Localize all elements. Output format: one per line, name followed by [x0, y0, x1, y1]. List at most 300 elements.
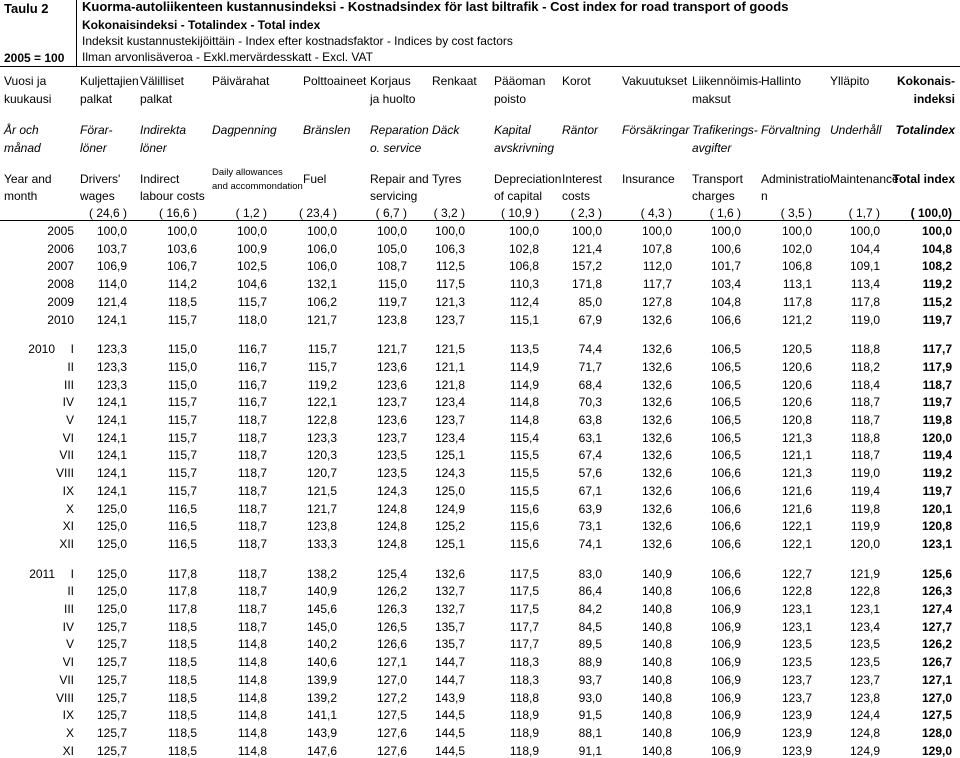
cell-12: 119,2 [922, 277, 952, 292]
cell-6: 114,8 [509, 413, 539, 427]
cell-12: 125,6 [921, 566, 952, 581]
cell-4: 127,5 [376, 708, 407, 723]
cell-9: 106,9 [710, 619, 741, 634]
cell-7: 91,1 [578, 743, 602, 758]
cell-7: 84,5 [578, 619, 602, 634]
row-month: I [70, 566, 74, 581]
cell-11: 123,7 [849, 672, 880, 687]
cell-12: 127,1 [921, 672, 952, 687]
weight-6: ( 10,9 ) [500, 206, 539, 220]
cell-2: 118,7 [237, 584, 267, 599]
row-month: II [67, 359, 74, 374]
cell-7: 63,8 [578, 413, 602, 427]
cell-5: 100,0 [434, 224, 465, 238]
col-8-fi-1: Vakuutukset [622, 74, 688, 88]
cell-6: 118,9 [509, 743, 539, 758]
cell-2: 118,7 [237, 619, 267, 634]
cell-12: 115,2 [922, 294, 952, 309]
weight-5: ( 3,2 ) [433, 206, 465, 220]
cell-5: 121,1 [434, 359, 465, 374]
cell-1: 117,8 [167, 584, 197, 599]
cell-6: 117,5 [509, 566, 539, 581]
cell-7: 68,4 [578, 377, 602, 392]
cell-6: 115,4 [509, 430, 539, 445]
cell-0: 114,0 [97, 277, 127, 292]
weight-4: ( 6,7 ) [375, 206, 407, 220]
weight-12: ( 100,0) [910, 206, 952, 220]
row-month: XI [62, 519, 74, 534]
col-11-en-1: Maintenance [830, 172, 899, 186]
cell-3: 121,7 [306, 312, 337, 327]
cell-1: 116,5 [167, 519, 197, 534]
cell-9: 106,5 [710, 448, 741, 463]
cell-3: 115,7 [307, 359, 337, 374]
row-month: VIII [55, 466, 74, 481]
weight-7: ( 2,3 ) [570, 206, 602, 220]
cell-1: 116,5 [167, 536, 197, 551]
cell-4: 105,0 [376, 241, 407, 256]
cell-11: 118,7 [850, 413, 880, 427]
col-4-fi-1: Korjaus [370, 74, 411, 88]
row-month: VIII [55, 690, 74, 705]
stub-fi-2: kuukausi [4, 92, 52, 106]
cell-12: 120,0 [921, 430, 952, 445]
cell-2: 118,7 [237, 536, 267, 551]
row-month: VII [59, 672, 74, 687]
cell-6: 114,9 [509, 377, 539, 392]
cell-0: 125,7 [96, 619, 127, 634]
col-8-en-1: Insurance [622, 172, 675, 186]
cell-9: 106,6 [710, 566, 741, 581]
cell-6: 112,4 [509, 294, 539, 309]
row-month: X [65, 725, 74, 740]
cell-5: 144,5 [434, 743, 465, 758]
cell-6: 115,6 [509, 519, 539, 534]
col-7-fi-1: Korot [562, 74, 591, 88]
cell-1: 115,7 [167, 448, 197, 463]
col-1-fi-1: Välilliset [140, 74, 185, 88]
cell-7: 171,8 [571, 277, 602, 292]
cell-9: 106,6 [710, 519, 741, 534]
cell-5: 123,7 [434, 312, 465, 327]
cell-5: 112,5 [435, 259, 465, 274]
cell-9: 106,9 [710, 690, 741, 705]
col-7-en-1: Interest [562, 172, 603, 186]
cell-0: 103,7 [96, 241, 127, 256]
cell-0: 125,0 [96, 566, 127, 581]
cell-4: 123,6 [376, 377, 407, 392]
cell-9: 103,4 [710, 277, 741, 292]
cell-5: 125,1 [434, 448, 465, 463]
cell-10: 120,6 [781, 359, 812, 374]
table-number: Taulu 2 [4, 1, 49, 16]
weight-3: ( 23,4 ) [298, 206, 337, 220]
col-0-sv-1: Förar- [80, 123, 113, 137]
cell-12: 118,7 [922, 377, 952, 392]
stub-fi-1: Vuosi ja [4, 74, 47, 88]
cell-0: 125,7 [96, 690, 127, 705]
cell-3: 141,1 [306, 708, 337, 723]
cell-6: 102,8 [508, 241, 539, 256]
cell-12: 119,7 [922, 483, 952, 498]
row-year: 2010 [47, 312, 74, 327]
cell-9: 106,9 [710, 637, 741, 652]
cell-5: 135,7 [434, 637, 465, 652]
cell-5: 123,7 [434, 413, 465, 427]
cell-10: 121,3 [781, 430, 812, 445]
col-6-en-1: Depreciation [494, 172, 562, 186]
cell-8: 132,6 [641, 312, 672, 327]
cell-0: 125,7 [96, 637, 127, 652]
cell-4: 123,7 [376, 395, 407, 410]
cell-2: 114,8 [237, 637, 267, 652]
cell-1: 115,7 [167, 395, 197, 410]
cell-7: 63,1 [578, 430, 602, 445]
cell-6: 118,3 [509, 672, 539, 687]
col-7-en-2: costs [562, 189, 591, 203]
cell-2: 118,0 [237, 312, 267, 327]
cell-3: 147,6 [306, 743, 337, 758]
cell-11: 124,8 [849, 725, 880, 740]
cell-11: 119,0 [850, 312, 880, 327]
cell-2: 114,8 [237, 672, 267, 687]
cell-10: 122,1 [781, 536, 812, 551]
cell-8: 132,6 [641, 519, 672, 534]
col-6-fi-2: poisto [494, 92, 527, 106]
cell-5: 121,3 [434, 294, 465, 309]
cell-8: 117,7 [642, 277, 672, 292]
cell-5: 135,7 [434, 619, 465, 634]
col-0-fi-2: palkat [80, 92, 113, 106]
col-6-sv-1: Kapital [494, 123, 531, 137]
cell-7: 88,1 [578, 725, 602, 740]
cell-4: 121,7 [376, 342, 407, 357]
cell-0: 125,0 [96, 501, 127, 516]
cell-8: 140,8 [641, 725, 672, 740]
cell-2: 118,7 [237, 466, 267, 481]
cell-9: 106,5 [710, 430, 741, 445]
cell-12: 127,0 [921, 690, 952, 705]
cell-4: 127,2 [376, 690, 407, 705]
cell-9: 100,0 [710, 224, 741, 238]
cell-9: 106,5 [710, 359, 741, 374]
cell-6: 117,5 [509, 602, 539, 616]
cell-4: 126,2 [376, 584, 407, 599]
cell-11: 109,1 [849, 259, 880, 274]
cell-0: 125,7 [96, 708, 127, 723]
cell-6: 115,5 [509, 448, 539, 463]
cell-11: 123,5 [849, 637, 880, 652]
cell-3: 122,8 [306, 413, 337, 427]
cell-11: 119,4 [850, 483, 880, 498]
cell-9: 106,5 [710, 377, 741, 392]
cell-3: 100,0 [306, 224, 337, 238]
cell-7: 70,3 [578, 395, 602, 410]
cell-11: 118,7 [850, 395, 880, 410]
cell-0: 121,4 [96, 294, 127, 309]
cell-4: 119,7 [377, 294, 407, 309]
cell-10: 100,0 [781, 224, 812, 238]
col-6-fi-1: Pääoman [494, 74, 546, 88]
row-month: V [65, 413, 74, 427]
col-9-en-1: Transport [692, 172, 743, 186]
cell-9: 106,6 [710, 483, 741, 498]
cell-6: 118,3 [509, 655, 539, 670]
cell-7: 157,2 [571, 259, 602, 274]
cell-9: 106,6 [710, 584, 741, 599]
row-month: IV [62, 395, 74, 410]
cell-11: 119,9 [850, 519, 880, 534]
cell-1: 117,8 [167, 566, 197, 581]
row-month: VII [59, 448, 74, 463]
cell-12: 128,0 [921, 725, 952, 740]
row-month: I [70, 342, 74, 357]
cell-12: 123,1 [921, 536, 952, 551]
cell-6: 118,9 [509, 708, 539, 723]
cell-2: 115,7 [237, 294, 267, 309]
cell-2: 114,8 [237, 655, 267, 670]
weight-0: ( 24,6 ) [88, 206, 127, 220]
cell-12: 119,2 [922, 466, 952, 481]
cell-1: 118,5 [167, 743, 197, 758]
cell-1: 118,5 [167, 637, 197, 652]
cell-8: 132,6 [641, 413, 672, 427]
col-2-en-2: and accommondation [212, 181, 303, 192]
cell-6: 117,7 [509, 619, 539, 634]
cell-5: 106,3 [434, 241, 465, 256]
cell-8: 132,6 [641, 377, 672, 392]
cell-2: 118,7 [237, 519, 267, 534]
cell-2: 116,7 [237, 377, 267, 392]
cell-5: 132,6 [434, 566, 465, 581]
cell-7: 67,9 [578, 312, 602, 327]
cell-5: 132,7 [434, 584, 465, 599]
cell-7: 88,9 [578, 655, 602, 670]
col-10-en-1: Administratio [761, 172, 831, 186]
col-1-sv-1: Indirekta [140, 123, 187, 137]
cell-10: 123,9 [781, 708, 812, 723]
weight-11: ( 1,7 ) [848, 206, 880, 220]
col-6-en-2: of capital [494, 189, 543, 203]
cell-9: 106,5 [710, 342, 741, 357]
cell-7: 67,1 [578, 483, 602, 498]
cell-7: 121,4 [571, 241, 602, 256]
cell-12: 127,7 [921, 619, 952, 634]
cell-10: 123,5 [781, 637, 812, 652]
col-1-en-2: labour costs [140, 189, 205, 203]
cell-10: 121,6 [781, 483, 812, 498]
cell-6: 118,9 [509, 725, 539, 740]
cell-7: 71,7 [578, 359, 602, 374]
cell-10: 123,7 [781, 672, 812, 687]
cell-0: 124,1 [96, 430, 127, 445]
cell-10: 120,8 [781, 413, 812, 427]
cell-2: 100,0 [236, 224, 267, 238]
row-month: III [63, 602, 74, 616]
cell-3: 119,2 [307, 377, 337, 392]
cell-8: 140,8 [641, 602, 672, 616]
cell-1: 115,7 [167, 413, 197, 427]
cell-11: 121,9 [849, 566, 880, 581]
cell-12: 119,7 [922, 312, 952, 327]
cell-10: 122,8 [781, 584, 812, 599]
cell-6: 114,8 [509, 395, 539, 410]
cell-12: 127,5 [921, 708, 952, 723]
cell-8: 140,8 [641, 619, 672, 634]
col-5-sv-1: Däck [432, 123, 460, 137]
row-year: 2010 [28, 342, 55, 357]
col-2-sv-1: Dagpenning [212, 123, 277, 137]
cell-5: 123,4 [434, 395, 465, 410]
cell-5: 144,5 [434, 708, 465, 723]
cell-10: 113,1 [782, 277, 812, 292]
col-10-sv-1: Förvaltning [761, 123, 821, 137]
cell-12: 117,9 [922, 359, 952, 374]
cell-1: 115,7 [167, 466, 197, 481]
cell-4: 127,6 [376, 743, 407, 758]
cell-11: 118,2 [850, 359, 880, 374]
cell-3: 139,9 [306, 672, 337, 687]
row-month: XI [62, 743, 74, 758]
cell-11: 123,5 [849, 655, 880, 670]
cell-4: 115,0 [377, 277, 407, 292]
cell-4: 126,6 [376, 637, 407, 652]
cell-0: 123,3 [96, 377, 127, 392]
title-vat: Ilman arvonlisäveroa - Exkl.mervärdesskatt - Excl. VAT [82, 50, 373, 64]
cell-12: 126,7 [921, 655, 952, 670]
cell-10: 123,7 [781, 690, 812, 705]
row-year: 2011 [29, 566, 55, 581]
cell-5: 132,7 [434, 602, 465, 616]
cell-7: 93,0 [578, 690, 602, 705]
cell-0: 124,1 [96, 395, 127, 410]
header-rule [0, 66, 960, 67]
row-month: III [63, 377, 74, 392]
stub-en-2: month [4, 189, 38, 203]
cell-10: 123,9 [781, 743, 812, 758]
cell-3: 139,2 [306, 690, 337, 705]
cell-5: 125,1 [434, 536, 465, 551]
cell-1: 118,5 [167, 655, 197, 670]
cell-10: 120,5 [781, 342, 812, 357]
cell-11: 118,8 [850, 430, 880, 445]
cell-8: 140,9 [641, 566, 672, 581]
cell-4: 123,6 [376, 359, 407, 374]
cell-1: 115,0 [167, 359, 197, 374]
cell-1: 118,5 [167, 619, 197, 634]
col-0-fi-1: Kuljettajien [80, 74, 139, 88]
cell-3: 140,2 [306, 637, 337, 652]
cell-2: 118,7 [237, 430, 267, 445]
cell-8: 132,6 [641, 536, 672, 551]
col-9-en-2: charges [692, 189, 735, 203]
col-8-sv-1: Försäkringar [622, 123, 690, 137]
stub-en-1: Year and [4, 172, 52, 186]
cell-7: 74,4 [578, 342, 602, 357]
col-11-sv-1: Underhåll [830, 123, 882, 137]
cell-9: 106,9 [710, 708, 741, 723]
col-5-en-1: Tyres [432, 172, 462, 186]
cell-2: 104,6 [236, 277, 267, 292]
cell-8: 140,8 [641, 672, 672, 687]
cell-2: 114,8 [237, 725, 267, 740]
cell-11: 118,7 [850, 448, 880, 463]
cell-7: 67,4 [578, 448, 602, 463]
cell-9: 106,6 [710, 312, 741, 327]
row-year: 2005 [47, 224, 74, 238]
cell-0: 100,0 [96, 224, 127, 238]
cell-8: 132,6 [641, 395, 672, 410]
cell-11: 117,8 [850, 294, 880, 309]
cell-8: 140,8 [641, 708, 672, 723]
cell-4: 127,0 [376, 672, 407, 687]
cell-11: 118,4 [850, 377, 880, 392]
cell-7: 57,6 [578, 466, 602, 481]
cell-5: 124,3 [434, 466, 465, 481]
cell-1: 115,0 [167, 342, 197, 357]
cell-5: 121,5 [434, 342, 465, 357]
cell-8: 140,8 [641, 637, 672, 652]
row-month: IX [62, 483, 74, 498]
cell-12: 126,3 [921, 584, 952, 599]
cell-0: 124,1 [96, 483, 127, 498]
cell-11: 123,8 [849, 690, 880, 705]
cell-2: 118,7 [237, 448, 267, 463]
cell-8: 100,0 [641, 224, 672, 238]
cell-7: 74,1 [578, 536, 602, 551]
cell-9: 106,6 [710, 536, 741, 551]
col-10-en-2: n [761, 189, 768, 203]
cell-10: 123,1 [781, 619, 812, 634]
col-6-sv-2: avskrivning [494, 141, 555, 155]
cell-6: 117,5 [509, 584, 539, 599]
cell-9: 106,5 [710, 413, 741, 427]
cell-6: 115,5 [509, 483, 539, 498]
cell-9: 100,6 [710, 241, 741, 256]
base-year: 2005 = 100 [4, 51, 65, 65]
weight-8: ( 4,3 ) [640, 206, 672, 220]
cell-5: 125,0 [434, 483, 465, 498]
cell-10: 117,8 [782, 294, 812, 309]
title-cost-factors: Indeksit kustannustekijöittäin - Index efter kostnadsfaktor - Indices by cost factors [82, 34, 513, 48]
cell-6: 115,1 [509, 312, 539, 327]
col-5-fi-1: Renkaat [432, 74, 477, 88]
cell-10: 121,1 [781, 448, 812, 463]
cell-8: 132,6 [641, 501, 672, 516]
cell-2: 118,7 [237, 602, 267, 616]
col-9-sv-2: avgifter [692, 141, 732, 155]
cell-4: 123,5 [376, 448, 407, 463]
cell-0: 125,0 [96, 584, 127, 599]
cell-11: 124,9 [849, 743, 880, 758]
cell-1: 115,7 [167, 430, 197, 445]
cell-9: 106,5 [710, 395, 741, 410]
cell-9: 106,9 [710, 725, 741, 740]
cell-1: 100,0 [166, 224, 197, 238]
col-4-sv-1: Reparation [370, 123, 429, 137]
row-year: 2008 [47, 277, 74, 292]
cell-4: 126,5 [376, 619, 407, 634]
cell-0: 123,3 [96, 342, 127, 357]
cell-3: 145,0 [306, 619, 337, 634]
cell-8: 140,8 [641, 690, 672, 705]
cell-4: 124,8 [376, 536, 407, 551]
cell-12: 120,8 [921, 519, 952, 534]
col-3-sv-1: Bränslen [303, 123, 351, 137]
col-9-fi-2: maksut [692, 92, 731, 106]
cell-3: 115,7 [307, 342, 337, 357]
cell-7: 84,2 [578, 602, 602, 616]
